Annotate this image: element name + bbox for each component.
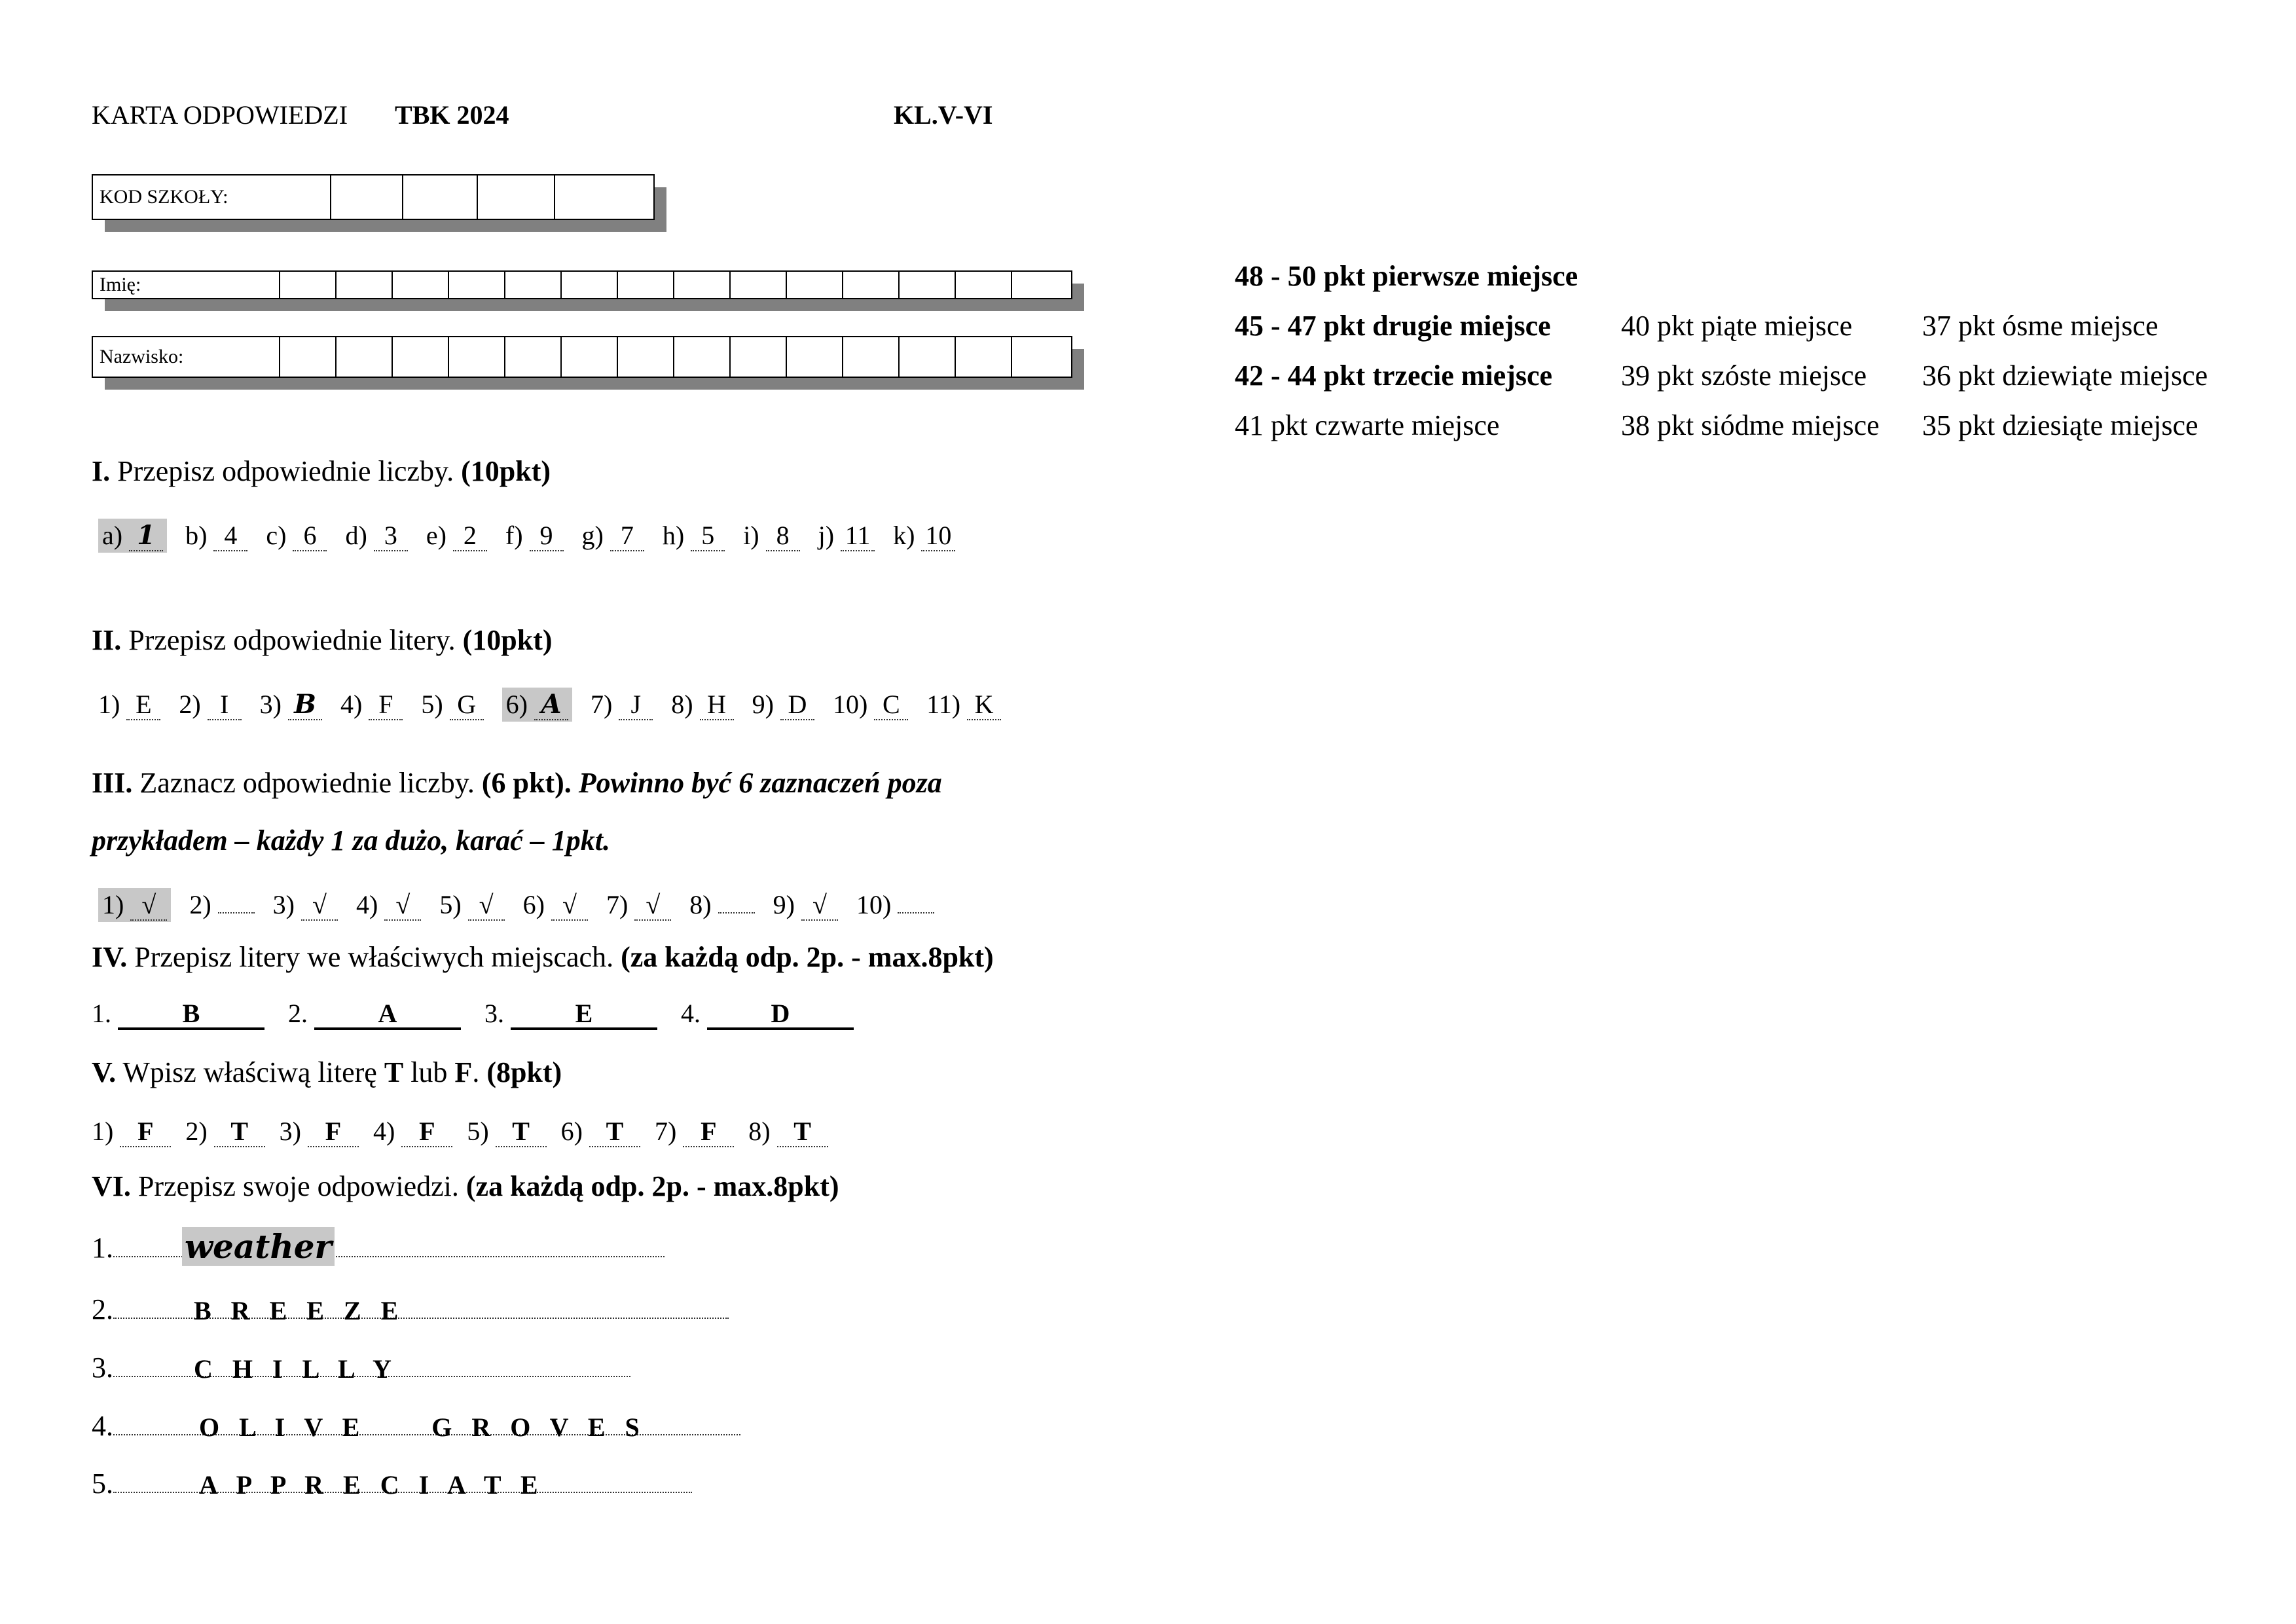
letter-cell[interactable]	[900, 337, 956, 377]
section-3-answer-value: √	[130, 892, 167, 921]
letter-cell[interactable]	[843, 337, 900, 377]
score-4: 41 pkt czwarte miejsce	[1235, 409, 1500, 441]
score-9: 36 pkt dziewiąte miejsce	[1922, 360, 2208, 392]
section-6-points: (za każdą odp. 2p. - max.8pkt)	[465, 1170, 839, 1202]
section-5-answer-label: 3)	[279, 1116, 301, 1146]
section-2-answer-label: 10)	[832, 690, 868, 719]
section-3-answer-item	[439, 889, 504, 921]
section-4-heading	[92, 940, 994, 974]
school-code-cell[interactable]	[555, 175, 651, 219]
section-5-answer-value: T	[589, 1118, 640, 1147]
section-6-answer-label: 3.	[92, 1352, 113, 1384]
section-1-answer-value: 3	[374, 523, 408, 551]
section-3-answer-label: 10)	[856, 890, 892, 919]
letter-cell[interactable]	[731, 272, 787, 298]
section-1-answer-value: 11	[841, 523, 875, 551]
section-1-answer-item	[266, 520, 327, 551]
section-2-answer-label: 3)	[259, 690, 282, 719]
section-1-answer-item	[893, 520, 955, 551]
section-2-heading	[92, 623, 553, 657]
letter-cell[interactable]	[1012, 337, 1068, 377]
section-1-answer-label: f)	[505, 521, 523, 550]
section-3-answer-item	[773, 889, 838, 921]
section-2-answer-value: B	[288, 692, 322, 720]
section-2-answer-item	[421, 689, 483, 720]
section-1-answer-label: d)	[345, 521, 367, 550]
section-5-instruction-or: lub	[403, 1056, 455, 1088]
section-6-answer-label: 5.	[92, 1467, 113, 1500]
section-3-answer-value	[218, 911, 255, 913]
section-5-answers	[92, 1116, 843, 1147]
section-2-number: II.	[92, 624, 122, 656]
letter-cell[interactable]	[843, 272, 900, 298]
section-5-answer-item	[655, 1116, 734, 1147]
section-3-answer-label: 7)	[606, 890, 629, 919]
section-3-answer-label: 4)	[355, 890, 378, 919]
section-1-points: (10pkt)	[461, 455, 551, 487]
section-3-instruction: Zaznacz odpowiednie liczby.	[132, 767, 482, 799]
letter-cell[interactable]	[562, 272, 618, 298]
school-code-cell[interactable]	[403, 175, 478, 219]
section-2-answer-label: 9)	[752, 690, 774, 719]
section-2-answer-value: D	[780, 692, 814, 720]
section-5-letter-f: F	[454, 1056, 473, 1088]
section-1-answer-label: e)	[426, 521, 446, 550]
section-4-answer-label: 2.	[288, 999, 308, 1028]
section-4-answer-value: B	[118, 1000, 264, 1030]
section-3-answer-label: 6)	[522, 890, 545, 919]
section-6-answer-value: C H I L L Y	[194, 1354, 398, 1384]
section-2-answers	[98, 688, 1019, 722]
section-3-answer-item	[523, 889, 588, 921]
section-1-answer-label: g)	[581, 521, 604, 550]
section-3-answers	[98, 888, 953, 922]
section-5-answer-item	[467, 1116, 546, 1147]
section-5-answer-item	[280, 1116, 359, 1147]
score-2: 45 - 47 pkt drugie miejsce	[1235, 310, 1551, 342]
section-5-answer-value: F	[401, 1118, 452, 1147]
section-5-heading	[92, 1056, 562, 1089]
letter-cell[interactable]	[674, 272, 731, 298]
score-8: 37 pkt ósme miejsce	[1922, 310, 2159, 342]
section-3-answer-item	[189, 889, 254, 920]
letter-cell[interactable]	[393, 337, 449, 377]
sheet-title: KARTA ODPOWIEDZI	[92, 100, 348, 130]
section-1-answer-label: h)	[662, 521, 685, 550]
section-5-answer-label: 6)	[560, 1116, 583, 1146]
section-3-answer-value: √	[468, 892, 505, 921]
section-5-letter-t: T	[384, 1056, 404, 1088]
section-3-number: III.	[92, 767, 133, 799]
section-1-answer-value: 4	[213, 523, 247, 551]
section-1-answers	[98, 519, 974, 553]
section-5-instruction: Wpisz właściwą literę	[116, 1056, 384, 1088]
section-5-answer-item	[561, 1116, 640, 1147]
letter-cell[interactable]	[787, 272, 843, 298]
section-3-answer-label: 2)	[189, 890, 211, 919]
section-4-answer-value: D	[707, 1000, 854, 1030]
class-label: KL.V-VI	[894, 100, 993, 130]
section-5-answer-value: T	[777, 1118, 828, 1147]
school-code-label: KOD SZKOŁY:	[93, 175, 331, 219]
section-3-answer-label: 3)	[272, 890, 295, 919]
score-10: 35 pkt dziesiąte miejsce	[1922, 409, 2198, 441]
section-2-answer-item	[752, 689, 814, 720]
section-1-answer-item	[505, 520, 564, 551]
section-1-answer-value: 9	[530, 523, 564, 551]
section-2-answer-value: H	[700, 692, 734, 720]
section-2-answer-value: E	[126, 692, 160, 720]
section-3-answer-value	[898, 911, 934, 913]
section-2-answer-label: 4)	[340, 690, 363, 719]
section-5-answer-label: 8)	[748, 1116, 771, 1146]
section-1-answer-value: 2	[453, 523, 487, 551]
section-3-answer-item	[356, 889, 421, 921]
letter-cell[interactable]	[337, 337, 393, 377]
section-4-answer-item	[92, 998, 264, 1030]
section-3-heading	[92, 766, 942, 800]
letter-cell[interactable]	[449, 337, 505, 377]
section-5-points: (8pkt)	[486, 1056, 562, 1088]
section-5-answer-value: T	[496, 1118, 547, 1147]
section-6-heading	[92, 1170, 839, 1203]
section-3-answer-item	[689, 889, 754, 920]
section-1-answer-item	[426, 520, 487, 551]
letter-cell[interactable]	[505, 272, 562, 298]
section-1-answer-label: k)	[893, 521, 915, 550]
section-4-answer-label: 1.	[92, 999, 111, 1028]
section-6-answer-row	[92, 1293, 729, 1326]
score-1: 48 - 50 pkt pierwsze miejsce	[1235, 260, 1578, 292]
section-6-answer-label: 1.	[92, 1232, 113, 1264]
section-2-answer-item	[671, 689, 733, 720]
letter-cell[interactable]	[562, 337, 618, 377]
section-2-answer-label: 8)	[671, 690, 693, 719]
section-2-answer-value: K	[967, 692, 1001, 720]
section-3-answer-label: 1)	[102, 890, 124, 919]
letter-cell[interactable]	[787, 337, 843, 377]
section-5-answer-item	[92, 1116, 171, 1147]
section-5-answer-label: 7)	[654, 1116, 677, 1146]
section-1-answer-value: 7	[610, 523, 644, 551]
section-1-answer-label: i)	[743, 521, 759, 550]
section-3-answer-label: 8)	[689, 890, 712, 919]
section-1-answer-label: b)	[185, 521, 208, 550]
section-3-answer-value	[718, 911, 755, 913]
section-3-answer-value: √	[551, 892, 588, 921]
section-2-answer-item	[340, 689, 403, 720]
section-4-answer-label: 4.	[681, 999, 701, 1028]
section-1-answer-item	[98, 519, 167, 553]
section-5-answer-label: 5)	[467, 1116, 489, 1146]
section-2-answer-value: G	[450, 692, 484, 720]
section-6-answer-value: A P P R E C I A T E	[199, 1470, 545, 1500]
letter-cell[interactable]	[900, 272, 956, 298]
section-6-answer-label: 2.	[92, 1293, 113, 1325]
letter-cell[interactable]	[956, 272, 1012, 298]
section-2-answer-item	[833, 689, 908, 720]
section-1-answer-item	[345, 520, 407, 551]
section-2-answer-value: J	[619, 692, 653, 720]
section-1-answer-value: 10	[921, 523, 955, 551]
section-2-answer-label: 7)	[590, 690, 613, 719]
section-2-answer-label: 6)	[505, 690, 528, 719]
letter-cell[interactable]	[618, 337, 674, 377]
section-3-answer-value: √	[801, 892, 838, 921]
section-4-number: IV.	[92, 941, 128, 973]
section-1-number: I.	[92, 455, 111, 487]
section-6-number: VI.	[92, 1170, 131, 1202]
section-1-answer-item	[663, 520, 725, 551]
section-1-answer-label: c)	[266, 521, 287, 550]
section-4-instruction: Przepisz litery we właściwych miejscach.	[127, 941, 621, 973]
section-6-answer-row	[92, 1351, 630, 1384]
section-4-answers	[92, 998, 877, 1030]
section-1-answer-value: 6	[293, 523, 327, 551]
letter-cell[interactable]	[280, 272, 337, 298]
section-5-answer-label: 1)	[92, 1116, 114, 1146]
section-3-answer-item	[606, 889, 671, 921]
section-1-answer-item	[743, 520, 799, 551]
section-6-answer-value: O L I V E G R O V E S	[199, 1412, 646, 1442]
section-6-answer-label: 4.	[92, 1410, 113, 1442]
section-2-answer-item	[260, 689, 322, 720]
section-2-answer-label: 5)	[421, 690, 443, 719]
section-2-points: (10pkt)	[462, 624, 553, 656]
section-2-answer-item	[502, 688, 572, 722]
school-code-cell[interactable]	[331, 175, 403, 219]
section-3-points: (6 pkt).	[481, 767, 572, 799]
section-2-answer-value: F	[369, 692, 403, 720]
section-1-answer-value: 5	[691, 523, 725, 551]
section-1-answer-value: 8	[766, 523, 800, 551]
letter-cell[interactable]	[1012, 272, 1068, 298]
section-5-instruction-end: .	[472, 1056, 487, 1088]
section-1-heading	[92, 454, 551, 488]
section-3-answer-item	[273, 889, 338, 921]
section-6-answer-row	[92, 1467, 692, 1500]
section-6-answer-row	[92, 1227, 665, 1266]
section-1-answer-item	[185, 520, 247, 551]
letter-cell[interactable]	[731, 337, 787, 377]
letter-cell[interactable]	[674, 337, 731, 377]
section-5-answer-value: T	[214, 1118, 265, 1147]
section-1-answer-item	[582, 520, 644, 551]
section-6-instruction: Przepisz swoje odpowiedzi.	[130, 1170, 466, 1202]
section-5-answer-item	[373, 1116, 452, 1147]
section-2-answer-value: I	[208, 692, 242, 720]
section-5-answer-value: F	[683, 1118, 734, 1147]
section-4-points: (za każdą odp. 2p. - max.8pkt)	[621, 941, 994, 973]
section-3-answer-label: 5)	[439, 890, 462, 919]
section-2-answer-value: C	[874, 692, 908, 720]
section-5-answer-item	[748, 1116, 828, 1147]
letter-cell[interactable]	[337, 272, 393, 298]
section-2-answer-item	[926, 689, 1001, 720]
section-2-answer-item	[591, 689, 653, 720]
letter-cell[interactable]	[618, 272, 674, 298]
contest-name: TBK 2024	[395, 100, 509, 130]
section-4-answer-item	[288, 998, 461, 1030]
section-6-answer-value: weather	[182, 1227, 335, 1266]
section-3-answer-label: 9)	[773, 890, 795, 919]
section-4-answer-value: A	[314, 1000, 461, 1030]
score-3: 42 - 44 pkt trzecie miejsce	[1235, 360, 1553, 392]
section-2-instruction: Przepisz odpowiednie litery.	[121, 624, 463, 656]
section-5-answer-value: F	[308, 1118, 359, 1147]
score-7: 38 pkt siódme miejsce	[1621, 409, 1880, 441]
section-5-answer-value: F	[120, 1118, 171, 1147]
section-3-note-2: przykładem – każdy 1 za dużo, karać – 1pkt.	[92, 824, 610, 857]
first-name-label: Imię:	[93, 272, 280, 298]
score-6: 39 pkt szóste miejsce	[1621, 360, 1867, 392]
section-1-answer-label: j)	[818, 521, 835, 550]
section-6-answer-row	[92, 1409, 740, 1443]
school-code-cell[interactable]	[478, 175, 555, 219]
section-1-answer-item	[818, 520, 875, 551]
section-1-answer-value: 1	[129, 523, 163, 551]
section-4-answer-label: 3.	[484, 999, 504, 1028]
section-3-answer-item	[856, 889, 934, 920]
section-4-answer-value: E	[511, 1000, 657, 1030]
section-2-answer-label: 11)	[926, 690, 961, 719]
section-5-number: V.	[92, 1056, 117, 1088]
section-5-answer-item	[185, 1116, 264, 1147]
letter-cell[interactable]	[393, 272, 449, 298]
section-3-answer-value: √	[384, 892, 421, 921]
section-3-answer-value: √	[634, 892, 671, 921]
section-4-answer-item	[681, 998, 854, 1030]
section-2-answer-label: 1)	[98, 690, 120, 719]
letter-cell[interactable]	[449, 272, 505, 298]
section-6-answer-value: B R E E Z E	[194, 1296, 405, 1325]
section-5-answer-label: 4)	[373, 1116, 395, 1146]
score-5: 40 pkt piąte miejsce	[1621, 310, 1853, 342]
section-3-answer-item	[98, 888, 171, 922]
section-3-note: Powinno być 6 zaznaczeń poza	[571, 767, 942, 799]
letter-cell[interactable]	[505, 337, 562, 377]
section-4-answer-item	[484, 998, 657, 1030]
section-1-answer-label: a)	[102, 521, 123, 550]
section-1-instruction: Przepisz odpowiednie liczby.	[110, 455, 462, 487]
section-2-answer-label: 2)	[179, 690, 201, 719]
sheet-title-row	[92, 100, 509, 130]
letter-cell[interactable]	[956, 337, 1012, 377]
section-2-answer-value: A	[534, 692, 568, 720]
letter-cell[interactable]	[280, 337, 337, 377]
section-3-answer-value: √	[301, 892, 338, 921]
section-5-answer-label: 2)	[185, 1116, 208, 1146]
section-2-answer-item	[98, 689, 160, 720]
last-name-label: Nazwisko:	[93, 337, 280, 377]
section-2-answer-item	[179, 689, 241, 720]
